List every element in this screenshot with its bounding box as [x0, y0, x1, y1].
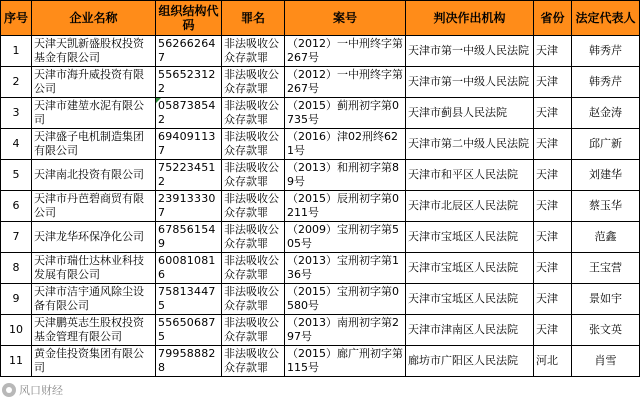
- cell-province[interactable]: 天津: [534, 160, 572, 191]
- cell-legal-rep[interactable]: 韩秀芹: [572, 67, 640, 98]
- cell-company-name[interactable]: 天津市洁宇通风除尘设备有限公司: [32, 284, 156, 315]
- cell-court[interactable]: 天津市第一中级人民法院: [406, 67, 534, 98]
- cell-legal-rep[interactable]: 肖雪: [572, 346, 640, 377]
- header-legal-rep[interactable]: 法定代表人: [572, 1, 640, 36]
- cell-case-number[interactable]: （2013）南刑初字第297号: [285, 315, 406, 346]
- cell-org-code[interactable]: [156, 98, 222, 129]
- header-org-code[interactable]: 组织结构代码: [156, 1, 222, 36]
- table-row: [1, 284, 640, 315]
- cell-company-name[interactable]: 天津市建堃水泥有限公司: [32, 98, 156, 129]
- cell-crime[interactable]: 非法吸收公众存款罪: [222, 98, 285, 129]
- cell-province[interactable]: 天津: [534, 67, 572, 98]
- cell-case-number[interactable]: （2013）宝刑初字第136号: [285, 253, 406, 284]
- cell-crime[interactable]: 非法吸收公众存款罪: [222, 284, 285, 315]
- cell-court[interactable]: 天津市第二中级人民法院: [406, 129, 534, 160]
- cell-case-number[interactable]: （2015）蓟刑初字第0735号: [285, 98, 406, 129]
- watermark-logo-icon: [2, 383, 16, 397]
- error-marker-icon: [156, 98, 161, 103]
- cell-org-code[interactable]: 694091137: [156, 129, 222, 160]
- cell-org-code[interactable]: 239133307: [156, 191, 222, 222]
- cell-case-number[interactable]: （2015）辰刑初字第0211号: [285, 191, 406, 222]
- header-province[interactable]: 省份: [534, 1, 572, 36]
- cell-crime[interactable]: 非法吸收公众存款罪: [222, 129, 285, 160]
- cell-company-name[interactable]: 天津市海升威投资有限公司: [32, 67, 156, 98]
- cell-court[interactable]: 天津市宝坻区人民法院: [406, 222, 534, 253]
- cell-org-code[interactable]: 678561549: [156, 222, 222, 253]
- cell-company-name[interactable]: 天津鹏英志生股权投资基金管理有限公司: [32, 315, 156, 346]
- cell-legal-rep[interactable]: 赵金涛: [572, 98, 640, 129]
- cell-court[interactable]: 天津市第一中级人民法院: [406, 36, 534, 67]
- cell-province[interactable]: 天津: [534, 129, 572, 160]
- watermark-text: 风口财经: [19, 384, 63, 397]
- header-court[interactable]: 判决作出机构: [406, 1, 534, 36]
- cell-case-number[interactable]: （2012）一中刑终字第267号: [285, 67, 406, 98]
- table-row: [1, 36, 640, 67]
- cell-index[interactable]: 7: [1, 222, 32, 253]
- cell-province[interactable]: 天津: [534, 253, 572, 284]
- cell-company-name[interactable]: 天津龙华环保净化公司: [32, 222, 156, 253]
- header-company-name[interactable]: 企业名称: [32, 1, 156, 36]
- cell-company-name[interactable]: 天津南北投资有限公司: [32, 160, 156, 191]
- cell-index[interactable]: 2: [1, 67, 32, 98]
- cell-org-code[interactable]: 799588828: [156, 346, 222, 377]
- cell-province[interactable]: 天津: [534, 36, 572, 67]
- cell-org-code[interactable]: 562662647: [156, 36, 222, 67]
- table-row: [1, 315, 640, 346]
- cell-province[interactable]: 天津: [534, 284, 572, 315]
- cell-case-number[interactable]: （2016）津02刑终621号: [285, 129, 406, 160]
- cell-legal-rep[interactable]: 韩秀芹: [572, 36, 640, 67]
- cell-case-number[interactable]: （2013）和刑初字第89号: [285, 160, 406, 191]
- cell-court[interactable]: 天津市北辰区人民法院: [406, 191, 534, 222]
- header-crime[interactable]: 罪名: [222, 1, 285, 36]
- cell-court[interactable]: 天津市蓟县人民法院: [406, 98, 534, 129]
- cell-company-name[interactable]: 天津天凯新盛股权投资基金有限公司: [32, 36, 156, 67]
- cell-province[interactable]: 河北: [534, 346, 572, 377]
- cell-company-name[interactable]: 黄金佳投资集团有限公司: [32, 346, 156, 377]
- cell-crime[interactable]: 非法吸收公众存款罪: [222, 315, 285, 346]
- cell-province[interactable]: 天津: [534, 191, 572, 222]
- header-case-number[interactable]: 案号: [285, 1, 406, 36]
- cell-province[interactable]: 天津: [534, 315, 572, 346]
- table-row: [1, 346, 640, 377]
- cell-index[interactable]: 3: [1, 98, 32, 129]
- cell-index[interactable]: 9: [1, 284, 32, 315]
- cell-company-name[interactable]: 天津市丹芭碧商贸有限公司: [32, 191, 156, 222]
- cell-crime[interactable]: 非法吸收公众存款罪: [222, 346, 285, 377]
- cell-crime[interactable]: 非法吸收公众存款罪: [222, 67, 285, 98]
- cell-legal-rep[interactable]: 张文英: [572, 315, 640, 346]
- cell-court[interactable]: 廊坊市广阳区人民法院: [406, 346, 534, 377]
- cell-index[interactable]: 4: [1, 129, 32, 160]
- cell-case-number[interactable]: （2012）一中刑终字第267号: [285, 36, 406, 67]
- cell-index[interactable]: 1: [1, 36, 32, 67]
- cell-case-number[interactable]: （2015）廊广刑初字第115号: [285, 346, 406, 377]
- cell-org-code-text: 058738542: [158, 99, 216, 126]
- cell-court[interactable]: 天津市宝坻区人民法院: [406, 284, 534, 315]
- cell-legal-rep[interactable]: 范鑫: [572, 222, 640, 253]
- cell-legal-rep[interactable]: 王宝营: [572, 253, 640, 284]
- watermark: [2, 382, 63, 398]
- cell-index[interactable]: 6: [1, 191, 32, 222]
- cell-crime[interactable]: 非法吸收公众存款罪: [222, 222, 285, 253]
- cell-court[interactable]: 天津市宝坻区人民法院: [406, 253, 534, 284]
- table-row: [1, 67, 640, 98]
- cell-case-number[interactable]: （2015）宝刑初字第0580号: [285, 284, 406, 315]
- cell-legal-rep[interactable]: 邱广新: [572, 129, 640, 160]
- cell-company-name[interactable]: 天津盛子电机制造集团有限公司: [32, 129, 156, 160]
- table-row: [1, 160, 640, 191]
- cell-province[interactable]: 天津: [534, 98, 572, 129]
- cell-court[interactable]: 天津市和平区人民法院: [406, 160, 534, 191]
- cell-province[interactable]: 天津: [534, 222, 572, 253]
- cell-org-code[interactable]: 600810816: [156, 253, 222, 284]
- cell-crime[interactable]: 非法吸收公众存款罪: [222, 36, 285, 67]
- cell-org-code[interactable]: 758134475: [156, 284, 222, 315]
- table-row: [1, 129, 640, 160]
- cell-court[interactable]: 天津市津南区人民法院: [406, 315, 534, 346]
- header-index[interactable]: 序号: [1, 1, 32, 36]
- cell-org-code[interactable]: 752234512: [156, 160, 222, 191]
- cell-crime[interactable]: 非法吸收公众存款罪: [222, 160, 285, 191]
- table-row: [1, 222, 640, 253]
- cell-crime[interactable]: 非法吸收公众存款罪: [222, 253, 285, 284]
- cell-legal-rep[interactable]: 景如宇: [572, 284, 640, 315]
- table-row: [1, 253, 640, 284]
- cell-legal-rep[interactable]: 蔡玉华: [572, 191, 640, 222]
- cell-company-name[interactable]: 天津市瑞仕达林业科技发展有限公司: [32, 253, 156, 284]
- cell-crime[interactable]: 非法吸收公众存款罪: [222, 191, 285, 222]
- cell-org-code[interactable]: 556506875: [156, 315, 222, 346]
- cell-case-number[interactable]: （2009）宝刑初字第505号: [285, 222, 406, 253]
- cell-index[interactable]: 5: [1, 160, 32, 191]
- cell-org-code[interactable]: 556523122: [156, 67, 222, 98]
- cell-index[interactable]: 10: [1, 315, 32, 346]
- cell-index[interactable]: 11: [1, 346, 32, 377]
- table-row: [1, 191, 640, 222]
- cell-index[interactable]: 8: [1, 253, 32, 284]
- header-row: [1, 1, 640, 36]
- table-row: [1, 98, 640, 129]
- cell-legal-rep[interactable]: 刘建华: [572, 160, 640, 191]
